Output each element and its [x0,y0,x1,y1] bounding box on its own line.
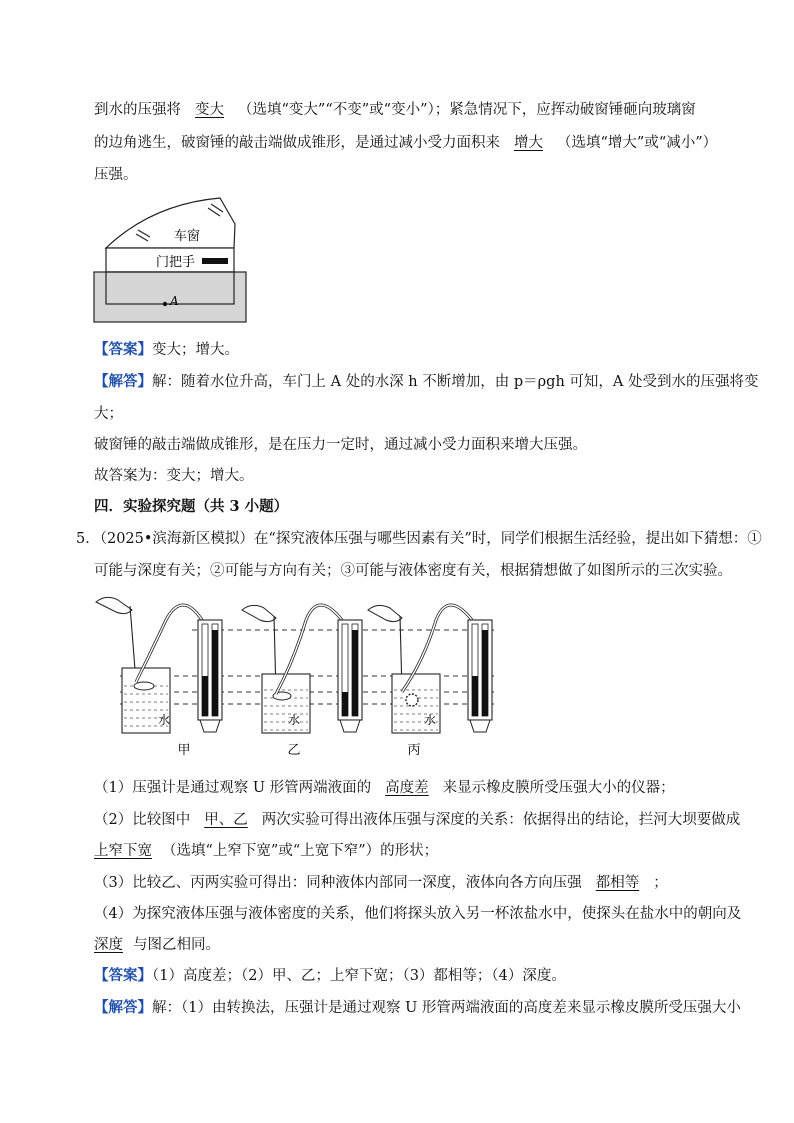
q5-blank-2: 甲、乙 [204,812,248,828]
q4-answer: 【答案】变大；增大。 [94,341,239,358]
setup-yi [242,605,362,758]
q5-line-1: 5．（2025•滨海新区模拟）在“探究液体压强与哪些因素有关”时，同学们根据生活经验，提出如下猜想：① [76,531,762,547]
q5-blank-3: 上窄下宽 [94,843,152,859]
q5-part-2b: 上窄下宽 （选填“上窄下宽”或“上宽下窄”）的形状； [94,843,439,859]
handle-label: 门把手 [156,255,196,270]
q4-analysis-1: 【解答】解：随着水位升高，车门上 A 处的水深 h 不断增加，由 p＝ρgh 可知，A 处受到水的压强将变 [94,373,759,390]
car-door-figure [92,194,252,326]
svg-text:水: 水 [158,713,171,727]
q5-part-4: （4）为探究液体压强与液体密度的关系，他们将探头放入另一杯浓盐水中，使探头在盐水中的朝向及 [94,906,742,922]
q4-line-3: 压强。 [94,167,138,183]
label-jia: 甲 [177,743,191,758]
svg-text:水: 水 [288,713,301,727]
section-title: 四．实验探究题（共 3 小题） [94,498,289,515]
pressure-experiment-figure [92,590,512,762]
q4-line-2: 的边角逃生，破窗锤的敲击端做成锥形，是通过减小受力面积来 增大 （选填“增大”或“减小”） [94,135,718,151]
q5-blank-4: 都相等 [595,875,640,891]
q5-part-1: （1）压强计是通过观察 U 形管两端液面的 高度差 来显示橡皮膜所受压强大小的仪器； [94,780,675,796]
q4-analysis-2: 大； [94,406,123,422]
q5-part-3: （3）比较乙、丙两实验可得出：同种液体内部同一深度，液体向各方向压强 都相等 ； [94,875,668,891]
label-bing: 丙 [407,743,421,758]
q4-line-1: 到水的压强将 变大 （选填“变大”“不变”或“变小”）；紧急情况下，应挥动破窗锤砸向玻璃窗 [94,102,696,118]
q5-blank-5: 深度 [94,937,123,953]
q5-part-2: （2）比较图中 甲、乙 两次实验可得出液体压强与深度的关系：依据得出的结论，拦河大坝要做成 [94,812,741,828]
setup-bing [368,605,492,758]
q4-analysis-4: 故答案为：变大；增大。 [94,468,254,484]
point-a-label: A [170,294,179,308]
window-label: 车窗 [173,229,201,244]
q4-analysis-3: 破窗锤的敲击端做成锥形，是在压力一定时，通过减小受力面积来增大压强。 [94,437,587,453]
q5-answer: 【答案】（1）高度差；（2）甲、乙；上窄下宽；（3）都相等；（4）深度。 [94,967,566,984]
setup-jia [96,597,222,758]
q4-blank-1: 变大 [195,102,224,118]
door-handle [202,258,228,264]
point-a [163,302,167,306]
svg-text:水: 水 [424,713,437,727]
label-yi: 乙 [287,743,301,758]
q4-blank-2: 增大 [514,135,543,151]
q5-blank-1: 高度差 [385,780,429,796]
q5-analysis-1: 【解答】解：（1）由转换法，压强计是通过观察 U 形管两端液面的高度差来显示橡皮膜所受压强大小 [94,999,741,1016]
q5-part-4b: 深度 与图乙相同。 [94,937,220,953]
q5-line-2: 可能与深度有关；②可能与方向有关；③可能与液体密度有关，根据猜想做了如图所示的三次实验。 [94,563,732,579]
